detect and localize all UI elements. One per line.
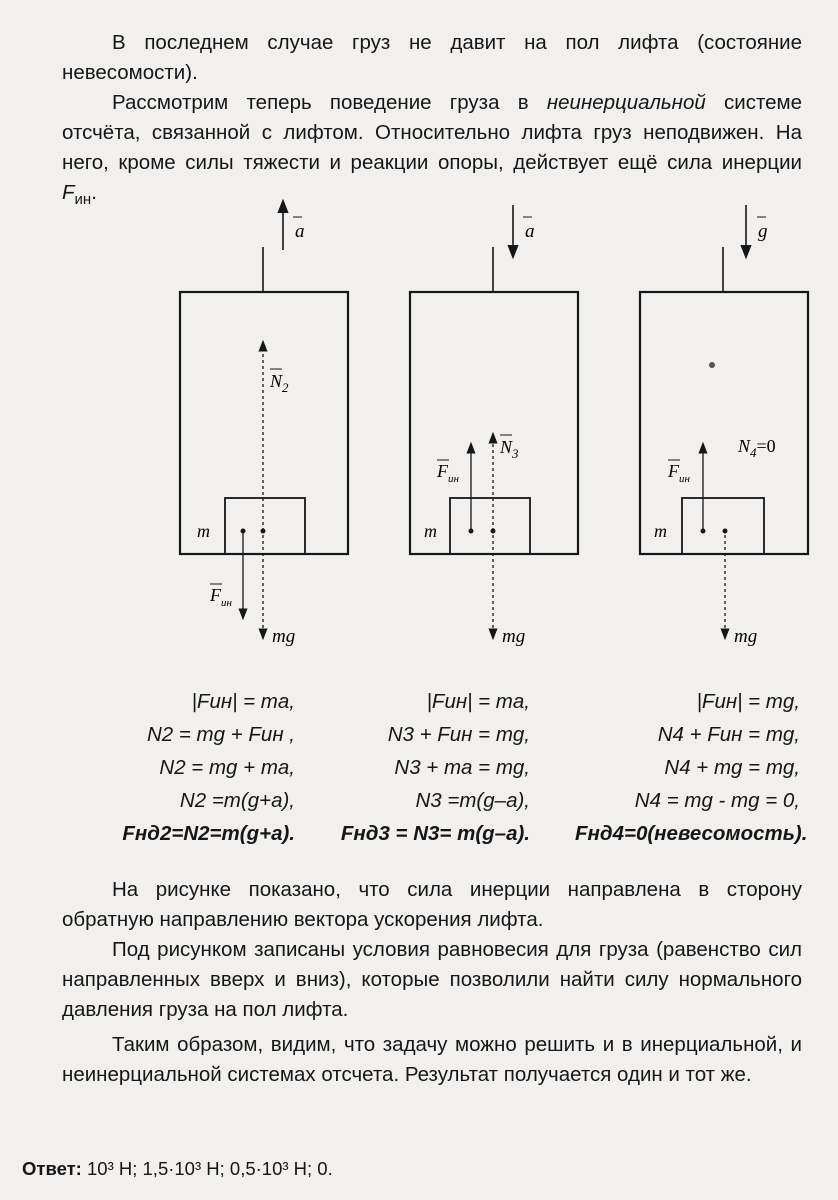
force-symbol: F [62,181,75,204]
force-subscript: ин [74,191,92,209]
elevator-cabin [410,292,578,554]
elevator-2 [410,205,578,647]
mass-label: m [197,521,210,541]
formulas-elevator-3 [575,685,808,850]
acceleration-label: a [525,221,535,242]
italic-term: неинерциальной [546,91,706,114]
formula-line: Fнд3 = N3= m(g–a). [340,822,530,845]
answer-line [22,1158,333,1180]
center-of-mass-dot [491,529,496,534]
paragraph-figure-explanation [62,875,802,935]
gravity-label: mg [272,626,296,647]
formula-line: N4 + Fин = mg, [657,723,800,746]
formula-line: Fнд2=N2=m(g+a). [122,822,295,845]
elevator-diagrams [0,195,838,675]
elevator-cabin [180,292,348,554]
center-of-mass-dot [469,529,474,534]
normal-force-label: $N_2$ [270,371,289,395]
paragraph-text: В последнем случае груз не давит на пол лифта (состояние невесомости). [62,31,802,84]
paragraph-text: Под рисунком записаны условия равновесия для груза (равенство сил направленных вверх и вниз), которые позволили найти силу нормального давления груза на пол лифта. [62,938,802,1021]
mass-label: m [654,521,667,541]
gravity-acceleration-label: g [758,221,768,242]
answer-label: Ответ: [22,1158,82,1179]
formula-line: N3 + Fин = mg, [387,723,530,746]
center-of-mass-dot [261,529,266,534]
answer-values: 10³ Н; 1,5·10³ Н; 0,5·10³ Н; 0. [87,1158,333,1179]
paragraph-text: Таким образом, видим, что задачу можно решить и в инерциальной, и неинерциальной системах отсчета. Результат получается один и тот же. [62,1033,802,1086]
mass-label: m [424,521,437,541]
paragraph-conclusion [62,1030,802,1090]
formula-line: |Fин| = ma, [426,690,530,713]
center-of-mass-dot [701,529,706,534]
formula-line: N4 + mg = mg, [664,756,800,779]
formula-line: N2 =m(g+a), [179,789,295,812]
formula-line: N3 =m(g–a), [415,789,530,812]
elevator-1 [180,205,348,647]
paragraph-text: . [91,181,97,204]
normal-force-label: $N_3$ [500,437,519,461]
formula-line: N2 = mg + Fин , [146,723,295,746]
formula-line: Fнд4=0(невесомость). [575,822,808,845]
formulas-elevator-1 [120,685,295,850]
paragraph-weightlessness [62,28,802,88]
inertia-force-label: $F_{ин}$ [668,461,690,485]
gravity-label: mg [502,626,526,647]
gravity-label: mg [734,626,758,647]
paragraph-text: Рассмотрим теперь поведение груза в [112,91,547,114]
formula-line: N3 + ma = mg, [394,756,530,779]
center-of-mass-dot [723,529,728,534]
acceleration-label: a [295,221,305,242]
load-box [225,498,305,554]
formulas-elevator-2 [330,685,530,850]
paragraph-equilibrium [62,935,802,1025]
paragraph-text: системе отсчёта, связанной с лифтом. Относительно лифта груз неподвижен. На него, кроме силы тяжести и реакции опоры, действует ещё сила инерции [62,91,802,174]
formula-line: N2 = mg + ma, [159,756,295,779]
center-of-mass-dot [241,529,246,534]
inertia-force-label: $F_{ин}$ [437,461,459,485]
elevator-cabin [640,292,808,554]
normal-force-label: $N_4=0$ [738,436,776,460]
formula-line: |Fин| = mg, [696,690,800,713]
paragraph-text: На рисунке показано, что сила инерции направлена в сторону обратную направлению вектора ускорения лифта. [62,878,802,931]
elevator-diagrams-svg [0,195,838,675]
inertia-force-label: $F_{ин}$ [210,585,232,609]
speck [709,362,715,368]
load-box [682,498,764,554]
formula-line: N4 = mg - mg = 0, [634,789,800,812]
formula-line: |Fин| = ma, [191,690,295,713]
load-box [450,498,530,554]
elevator-3 [640,205,808,647]
